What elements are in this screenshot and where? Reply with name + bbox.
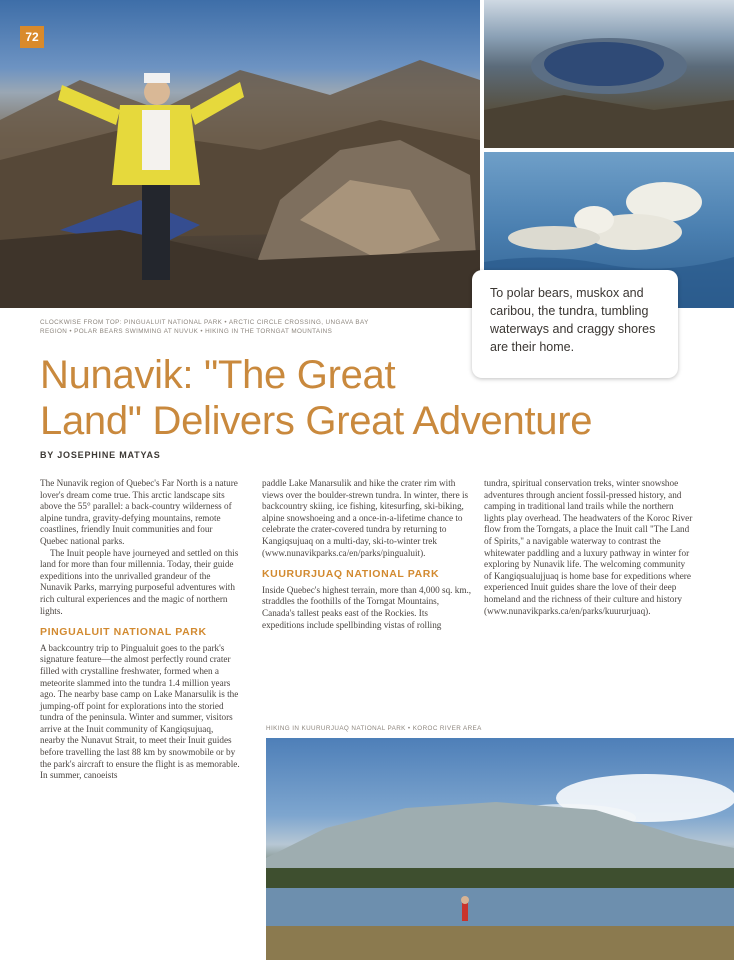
col1-paragraph-3: A backcountry trip to Pingualuit goes to the park's signature feature—the almost perfectly round crater filled with crystalline freshwater, formed when a meteorite slammed into the tundra 1.4 million years ago. The nearby base camp on Lake Manarsulik is the jumping-off point for explorations into the storied tundra of the peninsula. Winter and summer, visitors arrive at the Inuit community of Kangiqsujuaq, nearby the Nunavut Strait, to meet their Inuit guides before travelling the last 88 km by snowmobile or by the park's aircraft to ensure the flight is as memorable. In summer, canoeists: [40, 642, 240, 781]
headline-line-1: Nunavik: "The Great: [40, 353, 396, 397]
col1-paragraph-2: The Inuit people have journeyed and settled on this land for more than four millennia. Today, their guide expeditions into the unrivalled grandeur of the Nunavik Parks, marrying purposeful adventures with rich cultural experiences and the magic of northern lights.: [40, 547, 239, 616]
crater-photo-art: [484, 0, 734, 148]
article-column-2: [262, 478, 472, 631]
article-column-1: [40, 478, 240, 782]
photo-caption-bottom: HIKING IN KUURURJUAQ NATIONAL PARK • KOROC RIVER AREA: [266, 725, 482, 732]
section-heading-kuururjuaq: KUURURJUAQ NATIONAL PARK: [262, 568, 440, 581]
article-headline: [40, 352, 680, 444]
article-column-3: [484, 478, 694, 617]
hero-photo-hiker: [0, 0, 480, 308]
byline: BY JOSEPHINE MATYAS: [40, 450, 161, 460]
photo-lake-hiker: [266, 738, 734, 960]
col2-paragraph-2: Inside Quebec's highest terrain, more than 4,000 sq. km., straddles the foothills of the Torngat Mountains, Canada's tallest peaks east of the Rockies. Its expeditions include spellbinding vistas of rolling: [262, 584, 472, 630]
col2-paragraph-1: paddle Lake Manarsulik and hike the crater rim with views over the boulder-strewn tundra. In winter, there is backcountry skiing, ice fishing, kitesurfing, ski-biking, alpine snowshoeing and a once-in-a-lifetime chance to celebrate the crater-covered tundra by returning to Kangiqsujuaq on a multi-day, ski-to-winter trek (www.nunavikparks.ca/en/parks/pingualuit).: [262, 478, 469, 558]
caption-line-2: REGION • POLAR BEARS SWIMMING AT NUVUK • HIKING IN THE TORNGAT MOUNTAINS: [40, 328, 333, 335]
photo-crater: [484, 0, 734, 148]
page-number: 72: [20, 26, 44, 48]
col3-paragraph-1: tundra, spiritual conservation treks, winter snowshoe adventures through ancient fossil-pressed history, and camping in traditional land trails while the northern lights play overhead. The headwaters of the Koroc River flow from the Torngats, a place the Inuit call "The Land of Spirits," a navigable waterway to contrast the whitewater paddling and a luxury pathway in winter for exploring by Nunavik life. The welcoming community of Kangiqsualujjuaq is home base for expeditions where experienced Inuit guides share the love of their deep homeland and the richness of their culture and history (www.nunavikparks.ca/en/parks/kuururjuaq).: [484, 478, 693, 616]
hero-photo-art: [0, 0, 480, 308]
headline-line-2: Land" Delivers Great Adventure: [40, 399, 593, 443]
lake-photo-art: [266, 738, 734, 960]
section-heading-pingualuit: PINGUALUIT NATIONAL PARK: [40, 626, 207, 639]
col1-paragraph-1: The Nunavik region of Quebec's Far North is a nature lover's dream come true. This arctic landscape sits above the 55° parallel: a back-country wilderness of alpine tundra, gravity-defying mountains, remote coastlines, friendly Inuit communities and four Quebec national parks.: [40, 478, 238, 546]
photo-caption-top: [40, 318, 460, 336]
caption-line-1: CLOCKWISE FROM TOP: PINGUALUIT NATIONAL PARK • ARCTIC CIRCLE CROSSING, UNGAVA BAY: [40, 319, 369, 326]
pull-quote-text: To polar bears, muskox and caribou, the tundra, tumbling waterways and craggy shores are their home.: [490, 286, 656, 354]
